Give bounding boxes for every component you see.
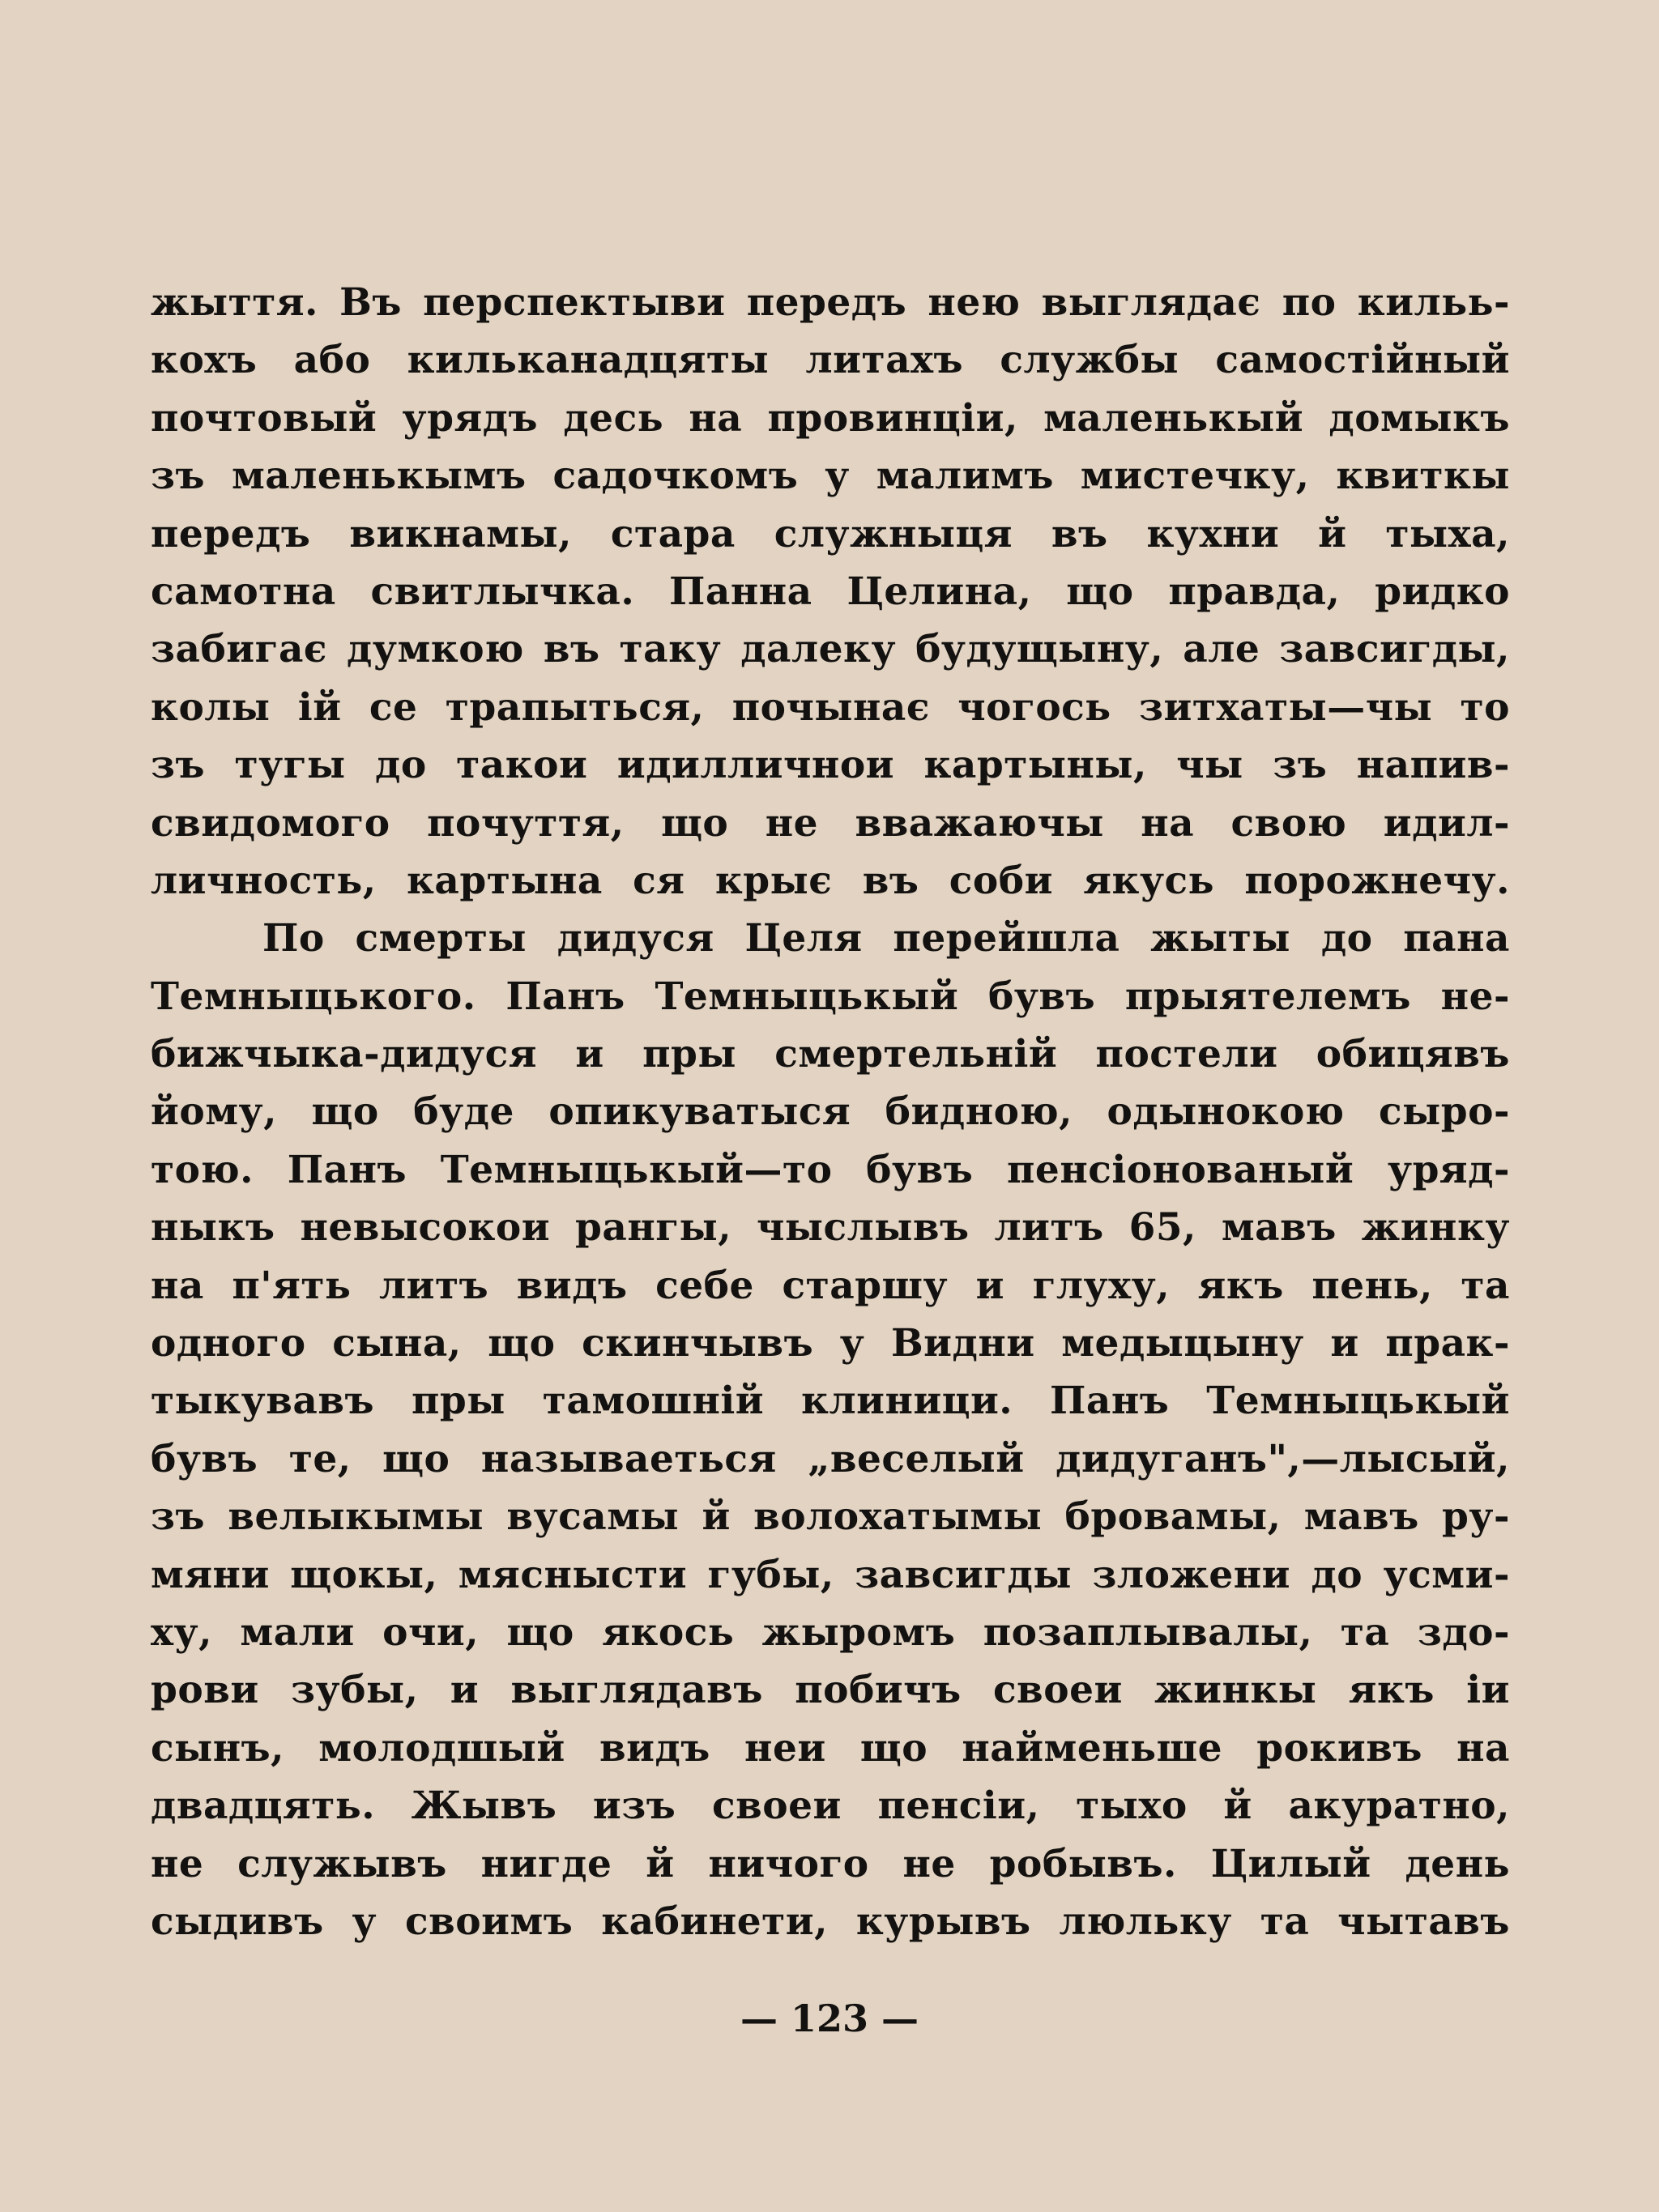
paragraph xyxy=(151,274,1510,910)
text-line: бувъ те, що называеться „веселый дидуганъ",—лысый, xyxy=(151,1436,1510,1481)
text-line: на п'ять литъ видъ себе старшу и глуху, якъ пень, та xyxy=(151,1263,1510,1308)
text-line: ныкъ невысокои рангы, чыслывъ литъ 65, мавъ жинку xyxy=(151,1205,1510,1251)
text-line: тою. Панъ Темныцькый—то бувъ пенсіонованый уряд- xyxy=(151,1147,1510,1192)
text-line: зъ велыкымы вусамы й волохатымы бровамы, мавъ ру- xyxy=(151,1494,1510,1540)
text-line: Темныцького. Панъ Темныцькый бувъ прыятелемъ не- xyxy=(151,974,1510,1019)
text-line: йому, що буде опикуватыся бидною, одынокою сыро- xyxy=(151,1089,1510,1135)
text-line: зъ маленькымъ садочкомъ у малимъ мистечку, квиткы xyxy=(151,454,1510,499)
text-line: кохъ або кильканадцяты литахъ службы самоcтійный xyxy=(151,338,1510,383)
text-line: забигає думкою въ таку далеку будущыну, але завсигды, xyxy=(151,627,1510,672)
text-line: рови зубы, и выглядавъ побичъ своеи жинкы якъ іи xyxy=(151,1668,1510,1713)
text-line: не служывъ нигде й ничого не робывъ. Цилый день xyxy=(151,1841,1510,1886)
paragraph xyxy=(151,910,1510,1950)
text-line: По смерты дидуся Целя перейшла жыты до пана xyxy=(262,916,1510,961)
text-line: тыкувавъ пры тамошній клиници. Панъ Темныцькый xyxy=(151,1379,1510,1424)
text-line: сынъ, молодшый видъ неи що найменьше рокивъ на xyxy=(151,1725,1510,1771)
text-line: двадцять. Жывъ изъ своеи пенсіи, тыхо й акуратно, xyxy=(151,1784,1510,1829)
text-line: сыдивъ у своимъ кабинети, курывъ люльку та чытавъ xyxy=(151,1899,1510,1944)
body-text xyxy=(151,274,1510,1950)
text-line: почтовый урядъ десь на провинціи, маленькый домыкъ xyxy=(151,395,1510,441)
text-line: самотна свитлычка. Панна Целина, що правда, ридко xyxy=(151,569,1510,614)
text-line: жыття. Въ перспектыви передъ нею выглядає по кильь- xyxy=(151,280,1510,325)
text-line: ху, мали очи, що якось жыромъ позаплывалы, та здо- xyxy=(151,1609,1510,1655)
text-line: зъ тугы до такои идилличнои картыны, чы зъ напив- xyxy=(151,743,1510,788)
text-line: личность, картына ся крыє въ соби якусь порожнечу. xyxy=(151,858,1510,903)
text-line: передъ викнамы, стара служныця въ кухни й тыха, xyxy=(151,511,1510,556)
text-line: одного сына, що скинчывъ у Видни медыцыну и прак- xyxy=(151,1321,1510,1366)
text-line: мяни щокы, мяснысти губы, завсигды зложени до усми- xyxy=(151,1552,1510,1597)
text-line: свидомого почуття, що не вважаючы на свою идил- xyxy=(151,800,1510,846)
text-line: бижчыка-дидуся и пры смертельній постели обицявъ xyxy=(151,1032,1510,1077)
page-number: — 123 — xyxy=(740,1997,919,2040)
text-line: колы ій се трапыться, почынає чогось зитхаты—чы то xyxy=(151,684,1510,730)
